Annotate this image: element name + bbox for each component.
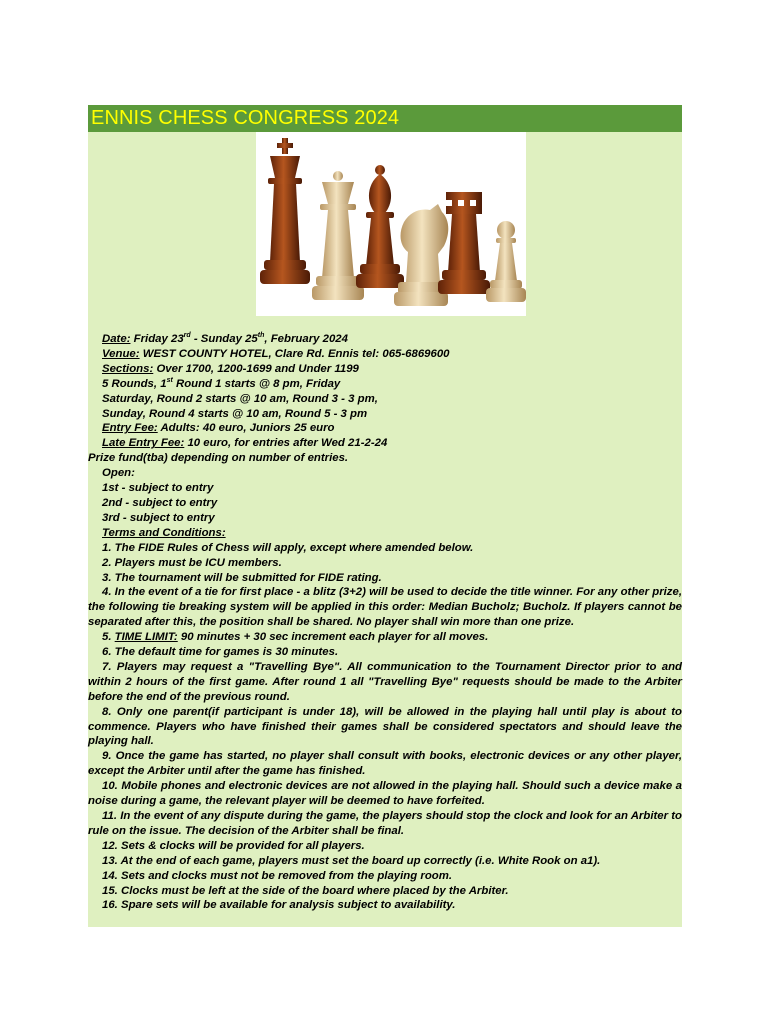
open-heading: Open: (102, 467, 135, 480)
term-6: 6. The default time for games is 30 minutes. (102, 646, 339, 659)
flyer-document (88, 105, 682, 927)
term-15: 15. Clocks must be left at the side of the board where placed by the Arbiter. (102, 884, 509, 897)
term-2: 2. Players must be ICU members. (102, 556, 282, 569)
prize-first: 1st - subject to entry (102, 482, 214, 495)
term-11: 11. In the event of any dispute during the game, the players should stop the clock and look for an Arbiter to rule on the issue. The decision of the Arbiter shall be final. (88, 810, 682, 837)
term-10: 10. Mobile phones and electronic devices are not allowed in the playing hall. Should such a device make a noise during a game, the relevant player will be deemed to have forfeited. (88, 780, 682, 808)
prize-third: 3rd - subject to entry (102, 511, 215, 524)
saturday-line: Saturday, Round 2 starts @ 10 am, Round 3 - 3 pm, (102, 392, 378, 405)
chess-pieces-icon (256, 132, 526, 316)
term-1: 1. The FIDE Rules of Chess will apply, except where amended below. (102, 541, 474, 554)
date-line: Date: Friday 23rd - Sunday 25th, February 2024 (102, 332, 348, 345)
term-5: 5. TIME LIMIT: 90 minutes + 30 sec increment each player for all moves. (102, 631, 489, 644)
term-9: 9. Once the game has started, no player shall consult with books, electronic devices or any other player, except the Arbiter until after the game has finished. (88, 750, 682, 778)
flyer-text (88, 332, 682, 913)
term-7: 7. Players may request a "Travelling Bye". All communication to the Tournament Director prior to and within 2 hours of the first game. After round 1 all "Travelling Bye" requests should be made to the Arbiter before the end of the previous round. (88, 660, 682, 703)
late-fee-line: Late Entry Fee: 10 euro, for entries after Wed 21-2-24 (102, 437, 388, 450)
prize-fund-line: Prize fund(tba) depending on number of entries. (88, 452, 349, 465)
term-13: 13. At the end of each game, players must set the board up correctly (i.e. White Rook on a1). (102, 854, 601, 867)
entry-fee-line: Entry Fee: Adults: 40 euro, Juniors 25 euro (102, 422, 335, 435)
page-title: ENNIS CHESS CONGRESS 2024 (91, 107, 400, 129)
terms-heading: Terms and Conditions: (102, 526, 226, 539)
prize-second: 2nd - subject to entry (102, 496, 218, 509)
term-12: 12. Sets & clocks will be provided for all players. (102, 839, 365, 852)
term-8: 8. Only one parent(if participant is under 18), will be allowed in the playing hall until play is about to commence. Players who have finished their games shall be considered spectators and should leave the playing hall. (88, 705, 682, 748)
venue-line: Venue: WEST COUNTY HOTEL, Clare Rd. Ennis tel: 065-6869600 (102, 347, 450, 360)
term-14: 14. Sets and clocks must not be removed from the playing room. (102, 869, 453, 882)
sections-line: Sections: Over 1700, 1200-1699 and Under 1199 (102, 362, 359, 375)
chess-pieces-photo (256, 132, 526, 316)
term-3: 3. The tournament will be submitted for FIDE rating. (102, 571, 382, 584)
sunday-line: Sunday, Round 4 starts @ 10 am, Round 5 - 3 pm (102, 407, 368, 420)
rounds-line: 5 Rounds, 1st Round 1 starts @ 8 pm, Friday (102, 376, 341, 390)
term-4: 4. In the event of a tie for first place - a blitz (3+2) will be used to decide the title winner. For any other prize, the following tie breaking system will be applied in this order: Median Bucholz; Bucholz. If players cannot be separated after this, the position shall be shared. No player shall win more than one prize. (88, 586, 682, 629)
title-bar (88, 105, 682, 132)
term-16: 16. Spare sets will be available for analysis subject to availability. (102, 899, 456, 912)
